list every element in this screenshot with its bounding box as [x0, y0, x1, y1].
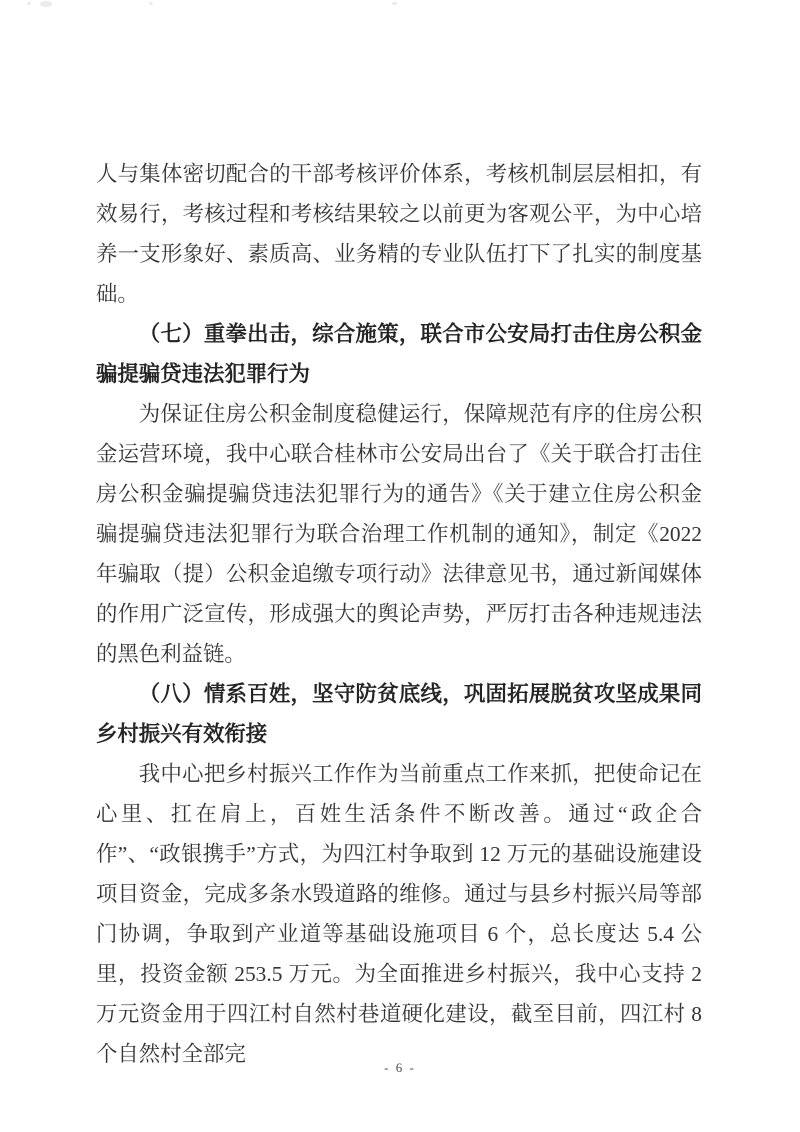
scan-artifact: [149, 2, 153, 5]
scan-artifact: [40, 1, 52, 7]
page-number: - 6 -: [384, 1060, 416, 1075]
paragraph: 人与集体密切配合的干部考核评价体系，考核机制层层相扣，有效易行，考核过程和考核结果较之以前更为客观公平，为中心培养一支形象好、素质高、业务精的专业队伍打下了扎实的制度基础。: [96, 162, 702, 306]
paragraph: 我中心把乡村振兴工作作为当前重点工作来抓，把使命记在心里、扛在肩上，百姓生活条件不断改善。通过“政企合作”、“政银携手”方式，为四江村争取到 12 万元的基础设施建设项目资金，完成多条水毁道路的维修。通过与县乡村振兴局等部门协调，争取到产业道等基础设施项目 6 个，总长度达 5.4 公里，投资金额 253.5 万元。为全面推进乡村振兴，我中心支持 2 万元资金用于四江村自然村巷道硬化建设，截至目前，四江村 8 个自然村全部完: [96, 762, 702, 1066]
document-body: [96, 154, 702, 1074]
paragraph: 为保证住房公积金制度稳健运行，保障规范有序的住房公积金运营环境，我中心联合桂林市公安局出台了《关于联合打击住房公积金骗提骗贷违法犯罪行为的通告》《关于建立住房公积金骗提骗贷违法犯罪行为联合治理工作机制的通知》，制定《2022年骗取（提）公积金追缴专项行动》法律意见书，通过新闻媒体的作用广泛宣传，形成强大的舆论声势，严厉打击各种违规违法的黑色利益链。: [96, 402, 702, 666]
section-heading: （七）重拳出击，综合施策，联合市公安局打击住房公积金骗提骗贷违法犯罪行为: [96, 322, 702, 386]
scan-artifact: [392, 2, 397, 5]
scan-artifact: [27, 2, 31, 5]
section-heading: （八）情系百姓，坚守防贫底线，巩固拓展脱贫攻坚成果同乡村振兴有效衔接: [96, 682, 702, 746]
